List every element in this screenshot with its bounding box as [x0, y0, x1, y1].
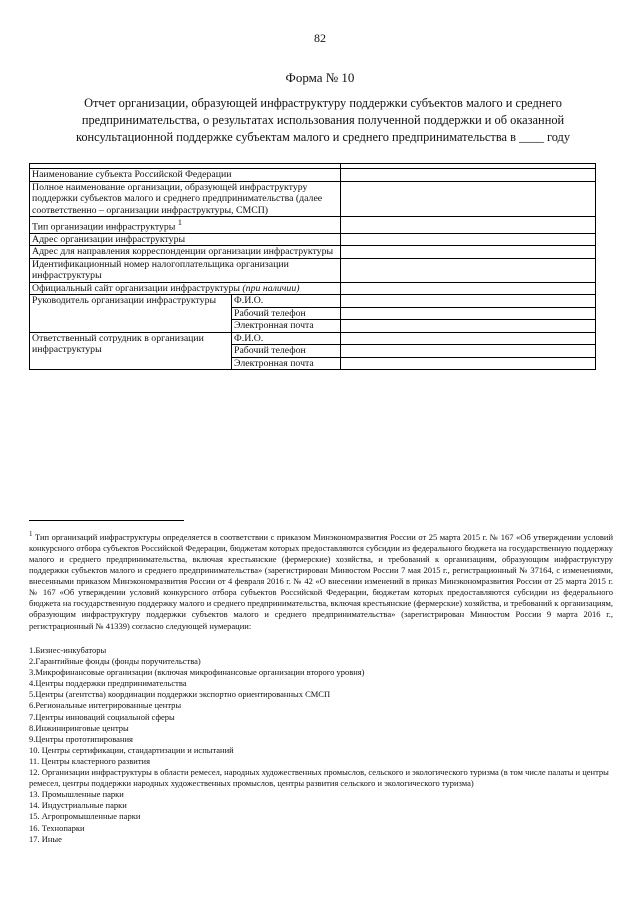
mail-address-label: Адрес для направления корреспонденции организации инфраструктуры	[30, 246, 341, 259]
table-row	[30, 332, 596, 345]
resp-fio-label: Ф.И.О.	[232, 332, 341, 345]
list-item: 5.Центры (агентства) координации поддержки экспортно ориентированных СМСП	[29, 689, 331, 700]
footnote	[29, 529, 613, 632]
report-form-table	[29, 163, 596, 370]
org-address-value	[341, 233, 596, 246]
table-row	[30, 217, 596, 234]
head-phone-value	[341, 307, 596, 320]
website-value	[341, 282, 596, 295]
inn-label: Идентификационный номер налогоплательщика организации инфраструктуры	[30, 258, 341, 282]
list-item: 13. Промышленные парки	[29, 789, 124, 800]
org-type-text: Тип организации инфраструктуры	[32, 221, 176, 233]
list-item: 15. Агропромышленные парки	[29, 811, 141, 822]
list-item: 17. Иные	[29, 833, 62, 844]
website-text: Официальный сайт организации инфраструктуры	[32, 282, 240, 294]
resp-fio-value	[341, 332, 596, 345]
org-full-name-value	[341, 181, 596, 217]
head-email-label: Электронная почта	[232, 320, 341, 333]
list-item: 7.Центры инноваций социальной сферы	[29, 711, 175, 722]
list-item: 8.Инжиниринговые центры	[29, 722, 129, 733]
org-full-name-label: Полное наименование организации, образующей инфраструктуру поддержки субъектов малого и среднего предпринимательства (далее соответственно – организации инфраструктуры, СМСП)	[30, 181, 341, 217]
table-row	[30, 233, 596, 246]
head-label: Руководитель организации инфраструктуры	[30, 295, 232, 333]
org-type-value	[341, 217, 596, 234]
website-label	[30, 282, 341, 295]
list-item: 1.Бизнес-инкубаторы	[29, 645, 107, 655]
list-item: 11. Центры кластерного развития	[29, 755, 151, 766]
report-title: Отчет организации, образующей инфраструктуру поддержки субъектов малого и среднего предпринимательства, о результатах использования полученной поддержки и об оказанной консультационной поддержке субъектам малого и среднего предпринимательства в ____ году	[75, 96, 571, 144]
form-title: Форма № 10	[285, 70, 355, 85]
table-row	[30, 169, 596, 182]
footnote-text: Тип организаций инфраструктуры определяется в соответствии с приказом Минэкономразвития России от 25 марта 2015 г. № 167 «Об утверждении условий конкурсного отбора субъектов Российской Федерации, бюджетам которых предоставляются субсидии из федерального бюджета на государственную поддержку малого и среднего предпринимательства, включая крестьянские (фермерские) хозяйства, и требований к организациям, образующим инфраструктуру поддержки субъектов малого и среднего предпринимательства» (зарегистрирован Минюстом России 7 мая 2015 г., регистрационный № 37164, с изменениями, внесенными приказом Минэкономразвития России от 4 февраля 2016 г. № 42 «О внесении изменений в приказ Минэкономразвития России от 25 марта 2015 г. № 167 «Об утверждении условий конкурсного отбора субъектов Российской Федерации, бюджетам которых предоставляются субсидии из федерального бюджета на государственную поддержку малого и среднего предпринимательства, включая крестьянские (фермерские) хозяйства, и требований к организациям, образующим инфраструктуру поддержки субъектов малого и среднего предпринимательства» (зарегистрирован Минюстом России 9 марта 2016 г., регистрационный № 41339) согласно следующей нумерации:	[29, 531, 613, 631]
org-address-label: Адрес организации инфраструктуры	[30, 233, 341, 246]
head-fio-label: Ф.И.О.	[232, 295, 341, 308]
table-row	[30, 246, 596, 259]
page-number: 82	[314, 31, 326, 45]
resp-phone-label: Рабочий телефон	[232, 345, 341, 358]
footnote-mark: 1	[29, 530, 33, 538]
list-item: 12. Организации инфраструктуры в области ремесел, народных художественных промыслов, сельского и экологического туризма (в том числе палаты и центры ремесел, центры поддержки народных художественных промыслов, центры развития сельского и экологического туризма)	[29, 767, 609, 789]
website-note: (при наличии)	[242, 282, 300, 294]
head-phone-label: Рабочий телефон	[232, 307, 341, 320]
table-row	[30, 282, 596, 295]
resp-email-value	[341, 357, 596, 370]
infrastructure-types-list	[29, 645, 613, 845]
table-row	[30, 181, 596, 217]
footnote-divider	[29, 520, 184, 521]
resp-phone-value	[341, 345, 596, 358]
table-row	[30, 258, 596, 282]
mail-address-value	[341, 246, 596, 259]
list-item: 10. Центры сертификации, стандартизации и испытаний	[29, 744, 234, 755]
inn-value	[341, 258, 596, 282]
head-fio-value	[341, 295, 596, 308]
list-item: 14. Индустриальные парки	[29, 800, 127, 811]
list-item: 6.Региональные интегрированные центры	[29, 700, 182, 711]
responsible-label: Ответственный сотрудник в организации инфраструктуры	[30, 332, 232, 370]
resp-email-label: Электронная почта	[232, 357, 341, 370]
head-email-value	[341, 320, 596, 333]
region-name-label: Наименование субъекта Российской Федерации	[30, 169, 341, 182]
org-type-label	[30, 217, 341, 234]
list-item: 9.Центры прототипирования	[29, 733, 133, 744]
list-item: 3.Микрофинансовые организации (включая микрофинансовые организации второго уровня)	[29, 667, 365, 678]
footnote-ref: 1	[177, 218, 182, 227]
table-row	[30, 295, 596, 308]
list-item: 2.Гарантийные фонды (фонды поручительства)	[29, 656, 201, 667]
list-item: 16. Технопарки	[29, 822, 85, 833]
region-name-value	[341, 169, 596, 182]
list-item: 4.Центры поддержки предпринимательства	[29, 678, 187, 689]
